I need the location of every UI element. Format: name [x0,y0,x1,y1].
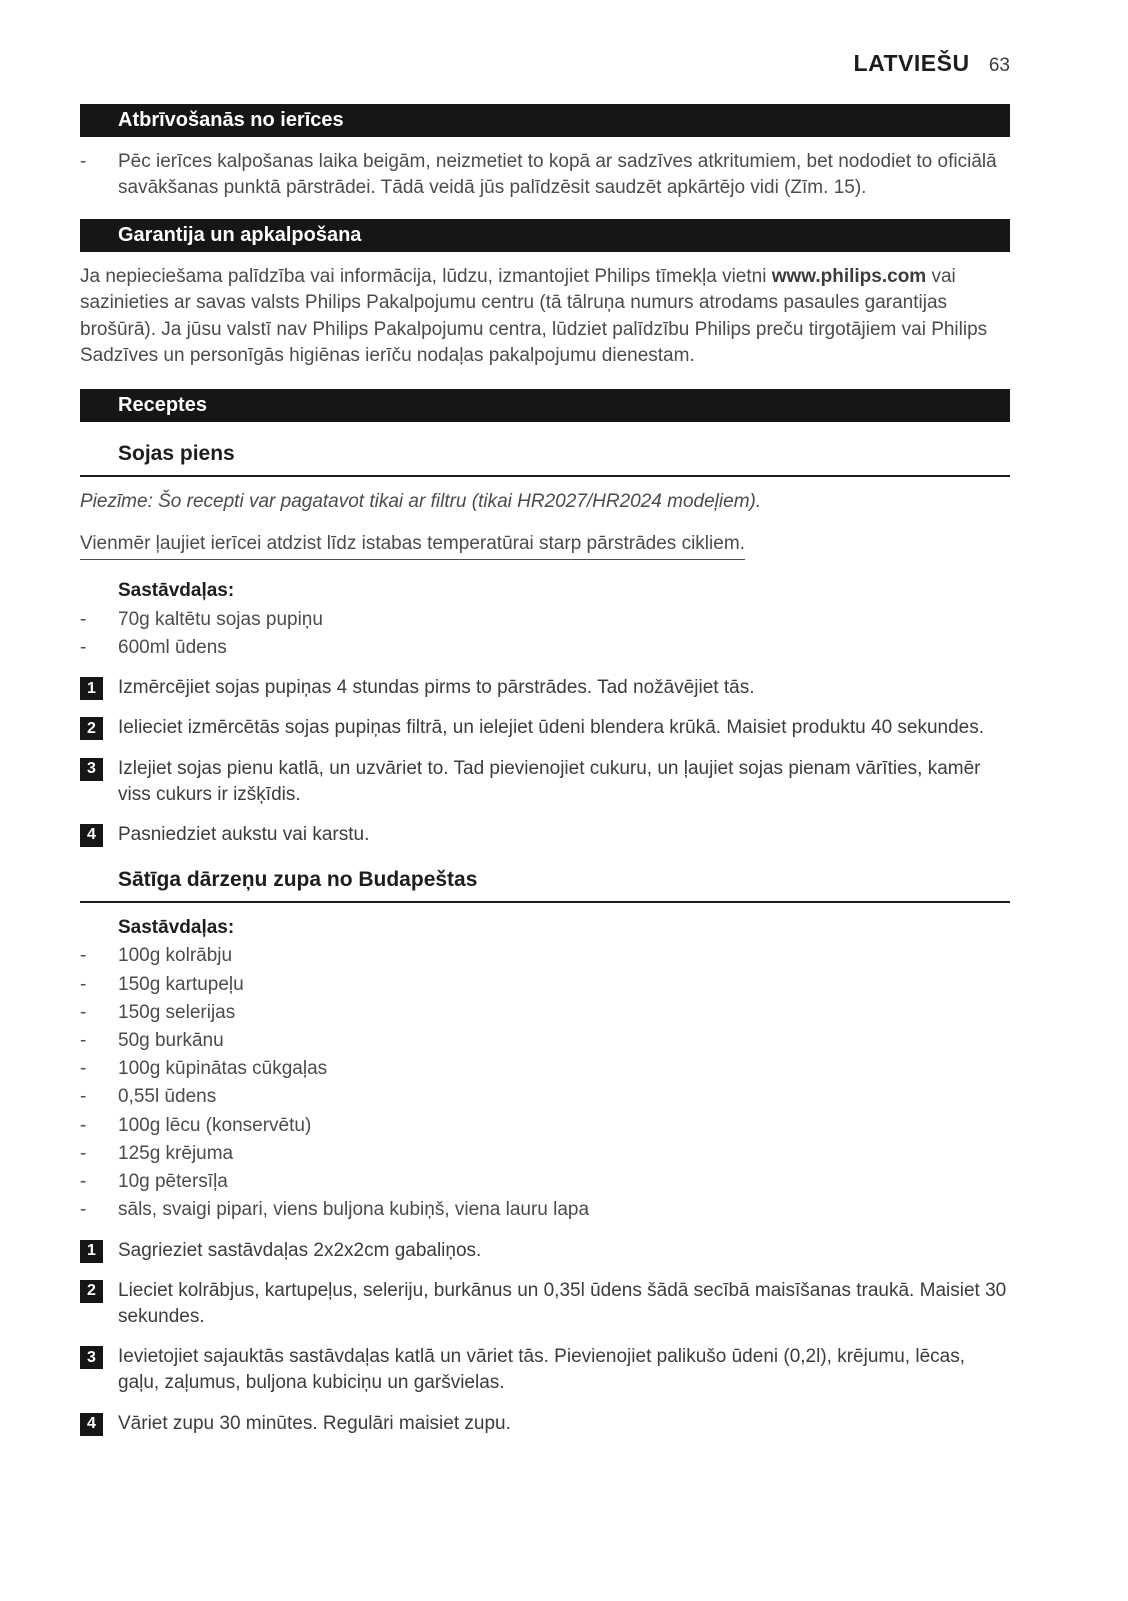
step-number-badge: 1 [80,677,103,700]
page-header [80,48,1010,80]
dash-bullet: - [80,1142,87,1164]
list-item [80,1197,1010,1223]
step-text: Ievietojiet sajauktās sastāvdaļas katlā un vāriet tās. Pievienojiet palikušo ūdeni (0,2l), krējumu, lēcas, gaļu, zaļumus, buljona kubiciņu un garšvielas. [118,1346,965,1394]
dash-bullet: - [80,1114,87,1136]
section-title-warranty: Garantija un apkalpošana [118,224,362,247]
dash-bullet: - [80,1030,87,1052]
section-bar-warranty [80,219,1010,252]
recipe-steps [80,675,1010,848]
recipe-step [80,1344,1010,1396]
ingredient-text: 100g kolrābju [118,945,233,967]
dash-bullet: - [80,1001,87,1023]
ingredient-text: 125g krējuma [118,1142,234,1164]
step-number-badge: 4 [80,824,103,847]
section-bar-recipes [80,389,1010,422]
recipe-step [80,756,1010,808]
dash-bullet: - [80,1058,87,1080]
dash-bullet: - [80,150,87,172]
warranty-text-after: vai sazinieties ar savas valsts Philips Pakalpojumu centru (tā tālruņa numurs atrodams pasaules garantijas brošūrā). Ja jūsu valstī nav Philips Pakalpojumu centra, lūdziet palīdzību Philips preču tirgotājiem vai Philips Sadzīves un personīgās higiēnas ierīču nodaļas pakalpojumu dienestam. [80,266,988,366]
disposal-bullet-text: Pēc ierīces kalpošanas laika beigām, neizmetiet to kopā ar sadzīves atkritumiem, bet nododiet to oficiālā savākšanas punktā pārstrādei. Tādā veidā jūs palīdzēsit saudzēt apkārtējo vidi (Zīm. 15). [118,150,997,198]
ingredients-label: Sastāvdaļas: [118,917,235,939]
warranty-text-before: Ja nepieciešama palīdzība vai informācija, lūdzu, izmantojiet Philips tīmekļa vietni [80,266,772,288]
recipe-steps [80,1238,1010,1437]
ingredients-list [80,607,1010,661]
ingredient-text: 100g kūpinātas cūkgaļas [118,1058,328,1080]
recipe-warning [80,531,1010,560]
dash-bullet: - [80,973,87,995]
list-item [80,943,1010,969]
list-item [80,149,1010,201]
step-number-badge: 3 [80,758,103,781]
list-item [80,635,1010,661]
ingredient-text: 0,55l ūdens [118,1086,217,1108]
page-number: 63 [988,55,1010,76]
list-item [80,1056,1010,1082]
step-number-badge: 2 [80,717,103,740]
list-item [80,1169,1010,1195]
recipe-step [80,1278,1010,1330]
list-item [80,1113,1010,1139]
recipe-step [80,1411,1010,1437]
ingredient-text: sāls, svaigi pipari, viens buljona kubiņš, viena lauru lapa [118,1199,590,1221]
disposal-content [80,149,1010,201]
step-text: Ielieciet izmērcētās sojas pupiņas filtrā, un ielejiet ūdeni blendera krūkā. Maisiet produktu 40 sekundes. [118,717,985,739]
dash-bullet: - [80,1199,87,1221]
ingredient-text: 10g pētersīļa [118,1171,228,1193]
recipe-note: Piezīme: Šo recepti var pagatavot tikai ar filtru (tikai HR2027/HR2024 modeļiem). [80,491,762,513]
step-text: Lieciet kolrābjus, kartupeļus, seleriju, burkānus un 0,35l ūdens šādā secībā maisīšanas traukā. Maisiet 30 sekundes. [118,1279,1007,1328]
ingredient-text: 50g burkānu [118,1030,224,1052]
list-item [80,1141,1010,1167]
recipe-step [80,715,1010,741]
ingredient-text: 600ml ūdens [118,636,227,658]
ingredient-text: 100g lēcu (konservētu) [118,1114,312,1136]
dash-bullet: - [80,1086,87,1108]
recipe-step [80,1238,1010,1264]
step-text: Izmērcējiet sojas pupiņas 4 stundas pirms to pārstrādes. Tad nožāvējiet tās. [118,677,755,699]
philips-url: www.philips.com [771,266,927,288]
step-number-badge: 4 [80,1413,103,1436]
recipe-heading-vegetable-soup: Sātīga dārzeņu zupa no Budapeštas [80,866,1010,903]
step-text: Sagrieziet sastāvdaļas 2x2x2cm gabaliņos. [118,1239,482,1261]
language-label: LATVIEŠU [853,50,970,76]
section-title-recipes: Receptes [118,394,207,417]
step-number-badge: 1 [80,1240,103,1263]
ingredient-text: 150g kartupeļu [118,973,244,995]
step-number-badge: 2 [80,1280,103,1303]
dash-bullet: - [80,1171,87,1193]
warranty-paragraph [80,264,1010,369]
list-item [80,1000,1010,1026]
recipe-step [80,822,1010,848]
recipe-warning-text: Vienmēr ļaujiet ierīcei atdzist līdz istabas temperatūrai starp pārstrādes cikliem. [80,531,745,560]
step-text: Vāriet zupu 30 minūtes. Regulāri maisiet zupu. [118,1412,511,1434]
list-item [80,1028,1010,1054]
recipe-heading-soy-milk: Sojas piens [80,440,1010,477]
ingredient-text: 70g kaltētu sojas pupiņu [118,608,323,630]
ingredient-text: 150g selerijas [118,1001,236,1023]
step-text: Pasniedziet aukstu vai karstu. [118,823,370,845]
dash-bullet: - [80,608,87,630]
dash-bullet: - [80,636,87,658]
section-bar-disposal [80,104,1010,137]
list-item [80,607,1010,633]
section-title-disposal: Atbrīvošanās no ierīces [118,108,344,131]
list-item [80,1084,1010,1110]
list-item [80,972,1010,998]
dash-bullet: - [80,945,87,967]
step-text: Izlejiet sojas pienu katlā, un uzvāriet to. Tad pievienojiet cukuru, un ļaujiet sojas pienam vārīties, kamēr viss cukurs ir izšķīdis. [118,757,981,805]
ingredients-label: Sastāvdaļas: [118,580,235,602]
ingredients-list [80,943,1010,1223]
step-number-badge: 3 [80,1346,103,1369]
recipe-step [80,675,1010,701]
